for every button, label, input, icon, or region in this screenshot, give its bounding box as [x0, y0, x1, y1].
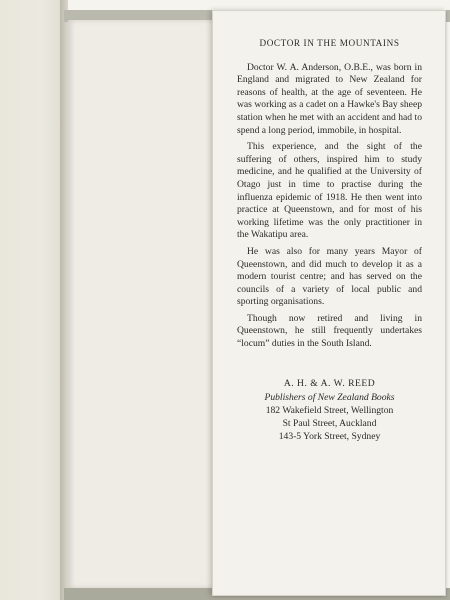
bio-paragraph-1: Doctor W. A. Anderson, O.B.E., was born in England and migrated to New Zealand for reasons of health, at the age of seventeen. He was working as a cadet on a Hawke's Bay sheep station when he met with an accident and had to spend a long period, immobile, in hospital. [237, 61, 422, 136]
front-board [0, 0, 61, 600]
bio-paragraph-4: Though now retired and living in Queenstown, he still frequently undertakes “locum” duties in the South Island. [237, 312, 422, 350]
bio-paragraph-3: He was also for many years Mayor of Queenstown, and did much to develop it as a modern tourist centre; and has served on the councils of a variety of local public and sporting organisations. [237, 245, 422, 308]
publisher-address-wellington: 182 Wakefield Street, Wellington [265, 404, 394, 416]
dust-jacket-flap [212, 10, 446, 596]
bio-paragraph-2: This experience, and the sight of the suffering of others, inspired him to study medicine, and he qualified at the University of Otago just in time to practise during the influenza epidemic of 1918. He then went into practice at Queenstown, and for most of his working lifetime was the only practitioner in the Wakatipu area. [237, 141, 422, 241]
book-gutter [60, 0, 68, 600]
publisher-address-auckland: St Paul Street, Auckland [282, 417, 377, 429]
flap-title: DOCTOR IN THE MOUNTAINS [259, 38, 400, 48]
publisher-imprint [237, 377, 422, 443]
publisher-tagline: Publishers of New Zealand Books [264, 391, 395, 403]
endpaper [68, 20, 213, 588]
flap-text-block [237, 37, 422, 443]
publisher-name: A. H. & A. W. REED [283, 377, 376, 389]
publisher-address-sydney: 143-5 York Street, Sydney [278, 430, 381, 442]
